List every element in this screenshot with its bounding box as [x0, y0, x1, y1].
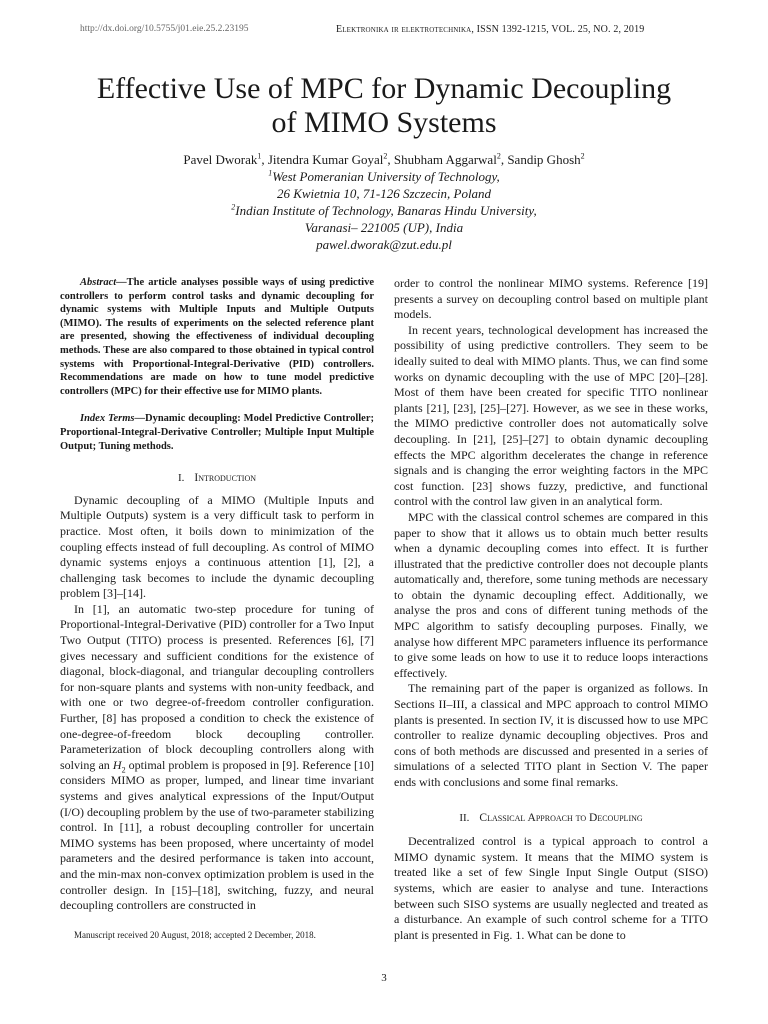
affiliation-1-line-2: 26 Kwietnia 10, 71-126 Szczecin, Poland — [276, 186, 492, 201]
paragraph: In recent years, technological development has increased the possibility of using predictive controllers. They seem to be ideally suited to deal with MIMO plants. Thus, we can find some works on dynamic decoupling with the use of MPC [20]–[28]. Most of them have been created for specific TITO nonlinear plants [21], [23], [25]–[27]. However, as we see in these works, the MIMO predictive controller does not automatically solve decoupling. In [21], [25]–[27] to obtain dynamic decoupling effects the MPC algorithm decelerates the change in reference signals and is changing the error weighting factors in the MPC cost function. [23] shows fuzzy, predictive, and functional control with the control law given in an analytical form. — [394, 322, 708, 509]
h2-symbol: H — [112, 757, 122, 772]
abstract — [60, 276, 374, 398]
author-email[interactable]: pawel.dworak@zut.edu.pl — [316, 237, 452, 252]
author-name: Shubham Aggarwal — [393, 152, 497, 167]
index-terms-label: Index Terms — [80, 413, 135, 425]
right-column — [394, 276, 708, 943]
author-name: Pavel Dworak — [183, 152, 258, 167]
affiliations — [40, 168, 728, 253]
index-terms-text: —Dynamic decoupling: Model Predictive Controller; Proportional-Integral-Derivative Controller; Multiple Input Multiple Output; Tuning methods. — [60, 413, 374, 452]
affiliation-1-line-1: $^1$West Pomeranian University of Technology, — [268, 168, 500, 184]
abstract-label: Abstract — [80, 277, 117, 288]
author-affil-mark: 2 — [580, 151, 585, 161]
title-line-1: Effective Use of MPC for Dynamic Decoupling — [96, 72, 672, 105]
paragraph: The remaining part of the paper is organized as follows. In Sections II–III, a classical and MPC approach to control MIMO plants is presented. In section IV, it is discussed how to use MPC controller to realize dynamic decoupling objectives. Pros and cons of both methods are discussed and presented in a series of simulations of a selected TITO plant in Section V. The paper ends with conclusions and some final remarks. — [394, 681, 708, 789]
paragraph: Decentralized control is a typical approach to control a MIMO dynamic system. It means that the MIMO system is treated like a set of few Single Input Single Output (SISO) systems, which are easier to analyse and tune. Interactions between such SISO systems are usually neglected and treated as a disturbance. An example of such control scheme for a TITO plant is presented in Fig. 1. What can be done to — [394, 834, 708, 942]
affiliation-2-line-2: Varanasi– 221005 (UP), India — [304, 220, 464, 235]
section-heading-introduction: I. Introduction — [177, 472, 257, 485]
affiliation-2-line-1: $^2$Indian Institute of Technology, Banaras Hindu University, — [231, 202, 537, 218]
paragraph: In [1], an automatic two-step procedure for tuning of Proportional-Integral-Derivative (PID) controller for a Two Input Two Output (TITO) process is presented. References [6], [7] gives necessary and sufficient conditions for the existence of diagonal, block-diagonal, and triangular decoupling controllers for non-square plants and systems with non-unity feedback, and with one or two degree-of-freedom controller configuration. Further, [8] has proposed a condition to check the existence of one-degree-of-freedom block decoupling controller. Parameterization of block decoupling controllers along with solving an $H_2$ optimal problem is proposed in [9]. Reference [10] considers MIMO as proper, lumped, and linear time invariant systems and gives analytical expressions of the Input/Output (I/O) decoupling problem by the use of two-parameter stabilizing control. In [11], a robust decoupling controller for uncertain MIMO systems has been proposed, where uncertainty of model parameters and the desired performance is taken into account, and the min-max non-convex optimization problem is used in the controller design. In [15]–[18], switching, fuzzy, and neural decoupling controllers are constructed in — [60, 601, 375, 913]
paragraph: Dynamic decoupling of a MIMO (Multiple Inputs and Multiple Outputs) system is a very difficult task to perform in practice. Most often, it boils down to minimization of the coupling effects instead of full decoupling. As control of MIMO dynamic systems enjoys a continuous attention [1], [2], a challenging task becomes to include the dynamic decoupling problem [3]–[14]. — [60, 492, 374, 601]
title-line-2: of MIMO Systems — [271, 106, 497, 139]
left-column — [60, 276, 374, 914]
author-affil-mark: 2 — [383, 151, 388, 161]
section-heading-classical-approach: II. Classical Approach to Decoupling — [459, 811, 643, 824]
manuscript-footnote: Manuscript received 20 August, 2018; accepted 2 December, 2018. — [74, 930, 316, 940]
author-affil-mark: 1 — [257, 151, 262, 161]
page-number: 3 — [381, 972, 387, 984]
abstract-text: —The article analyses possible ways of using predictive controllers to perform control tasks and dynamic decoupling for dynamic systems with Multiple Inputs and Multiple Outputs (MIMO). The results of experiments on the selected reference plant are presented, showing the effectiveness of individual decoupling methods. These are also compared to those obtained in typical control systems with Proportional-Integral-Derivative (PID) controllers. Recommendations are made on how to tune model predictive controllers (MPC) for their effective use for MIMO plants. — [60, 277, 374, 397]
index-terms — [60, 412, 374, 453]
author-affil-mark: 2 — [496, 151, 501, 161]
journal-header: Elektronika ir elektrotechnika, ISSN 1392-1215, VOL. 25, NO. 2, 2019 — [336, 24, 645, 35]
paragraph: MPC with the classical control schemes are compared in this paper to show that it allows us to obtain much better results when a dynamic decoupling comes into effect. It is further illustrated that the predictive controller does not decouple plants automatically and, therefore, some tuning methods are necessary to obtain the dynamic decoupling effect. Additionally, we analyse the pros and cons of different tuning methods of the MPC algorithm to satisfy decoupling purposes. Finally, we analyse how different MPC parameters influence its performance to give some leads on how to use it to reduce loops interactions effectively. — [394, 509, 708, 680]
author-name: Jitendra Kumar Goyal — [267, 152, 384, 167]
paper-title — [40, 72, 728, 140]
paragraph: order to control the nonlinear MIMO systems. Reference [19] presents a survey on decoupling control based on multiple plant models. — [394, 276, 708, 322]
author-list: Pavel Dworak$^1$, Jitendra Kumar Goyal$^2$, Shubham Aggarwal$^2$, Sandip Ghosh$^2$ — [183, 151, 585, 167]
author-name: Sandip Ghosh — [507, 152, 581, 167]
doi-link[interactable]: http://dx.doi.org/10.5755/j01.eie.25.2.23195 — [80, 24, 249, 34]
